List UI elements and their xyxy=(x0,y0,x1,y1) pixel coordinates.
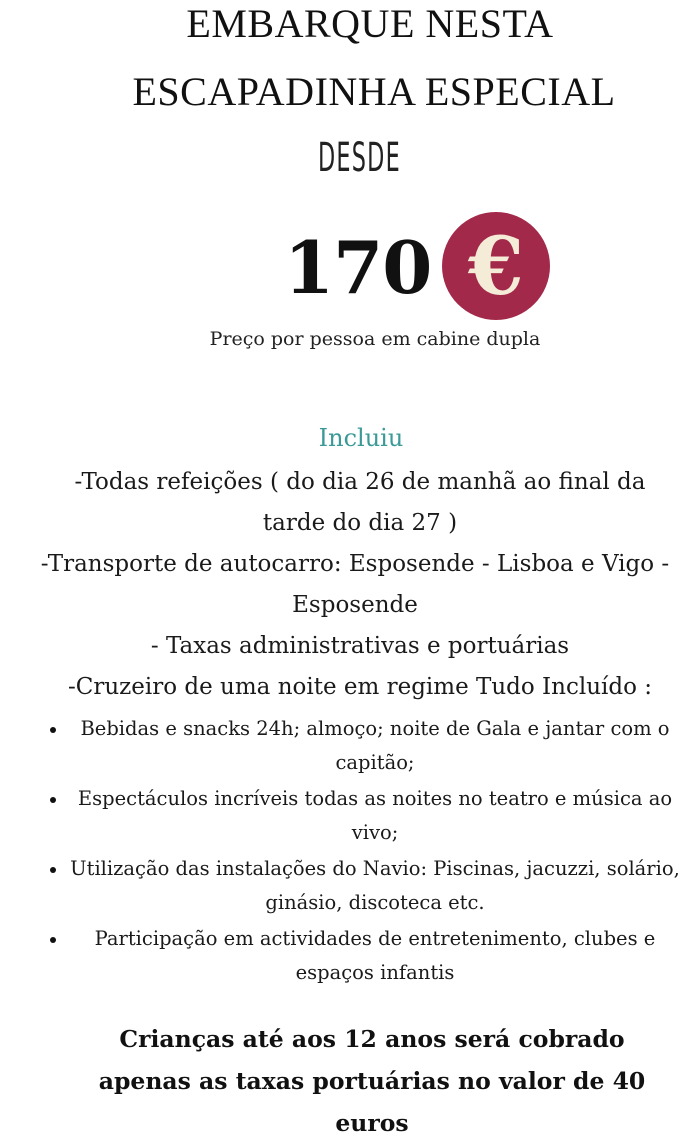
cruise-bullet-item xyxy=(40,922,680,990)
euro-icon xyxy=(442,212,550,320)
cruise-bullet-item xyxy=(40,852,680,920)
children-note: Crianças até aos 12 anos será cobrado apenas as taxas portuárias no valor de 40 euros xyxy=(98,1025,646,1137)
price-prefix: DESDE xyxy=(318,135,401,181)
include-item: -Transporte de autocarro: Esposende - Lisboa e Vigo - Esposende xyxy=(40,551,670,618)
cruise-bullet-item xyxy=(40,712,680,780)
cruise-bullet-item xyxy=(40,782,680,850)
include-item: -Cruzeiro de uma noite em regime Tudo Incluído : xyxy=(67,674,652,700)
cruise-bullet-text: Utilização das instalações do Navio: Piscinas, jacuzzi, solário, ginásio, discoteca etc. xyxy=(70,857,680,914)
title-line-2: ESCAPADINHA ESPECIAL xyxy=(132,69,616,114)
cruise-bullet-list xyxy=(40,712,680,992)
price-note: Preço por pessoa em cabine dupla xyxy=(209,328,541,350)
title-line-1: EMBARQUE NESTA xyxy=(186,1,554,46)
bullet-icon xyxy=(50,797,56,803)
bullet-icon xyxy=(50,937,56,943)
includes-list xyxy=(40,462,680,708)
include-item: - Taxas administrativas e portuárias xyxy=(150,633,570,659)
bullet-icon xyxy=(50,727,56,733)
euro-symbol: € xyxy=(468,219,524,313)
cruise-bullet-text: Espectáculos incríveis todas as noites no teatro e música ao vivo; xyxy=(77,787,673,844)
includes-heading: Incluiu xyxy=(318,424,404,452)
cruise-bullet-text: Bebidas e snacks 24h; almoço; noite de Gala e jantar com o capitão; xyxy=(80,717,670,774)
bullet-icon xyxy=(50,867,56,873)
include-item: -Todas refeições ( do dia 26 de manhã ao final da tarde do dia 27 ) xyxy=(74,469,646,536)
price-amount: 170 xyxy=(284,225,432,310)
cruise-bullet-text: Participação em actividades de entretenimento, clubes e espaços infantis xyxy=(94,927,656,984)
